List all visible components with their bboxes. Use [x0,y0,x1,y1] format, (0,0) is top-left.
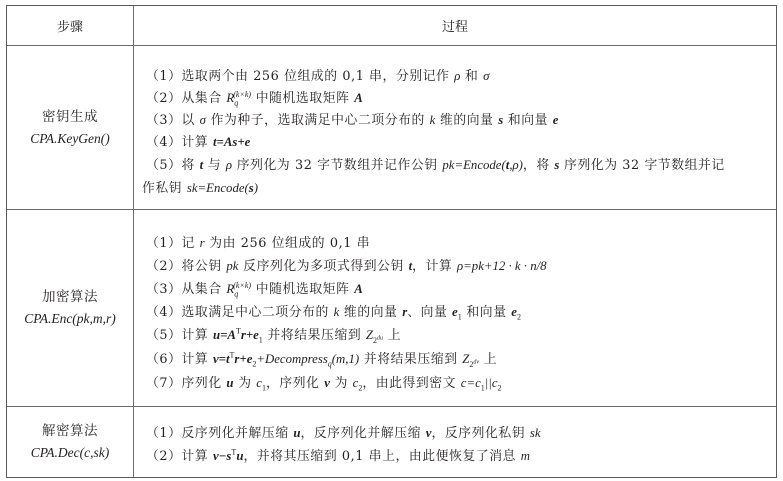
process-item: （6）计算 $v=t^Tr+e_2+Decompress_q(m,1)$ 并将结果压缩到 $Z_{2^{dv}}$ 上 [146,350,498,369]
step-function: CPA.Enc(pk,m,r) [24,311,116,326]
process-item: （7）序列化 u 为 $c_1$，序列化 v 为 $c_2$，由此得到密文 $c=c_1||c_2$ [146,376,502,393]
process-item: （4）选取满足中心二项分布的 k 维的向量 r、向量 $e_1$ 和向量 $e_2$ [146,305,521,322]
step-function: CPA.Dec(c,sk) [30,445,110,460]
process-keygen [134,46,776,209]
step-name: 加密算法 [42,289,98,305]
header-step-label: 步骤 [56,20,83,35]
step-decrypt [7,407,133,477]
step-name: 解密算法 [42,423,98,439]
process-encrypt [134,210,776,406]
cpa-algorithm-table [6,5,777,478]
process-item: （3）以 σ 作为种子，选取满足中心二项分布的 k 维的向量 s 和向量 e [146,113,559,128]
step-function: CPA.KeyGen() [30,130,110,146]
process-item: （2）将公钥 pk 反序列化为多项式得到公钥 t，计算 ρ=pk+12 · k · n/8 [146,259,547,274]
process-item-continued: 作私钥 sk=Encode(s) [142,181,259,196]
process-item: （1）选取两个由 256 位组成的 0,1 串，分别记作 ρ 和 σ [146,69,490,84]
process-item: （4）计算 t=As+e [146,135,251,150]
process-item: （2）从集合 $R_q^{(k\times k)}$ 中随机选取矩阵 A [146,89,363,108]
process-item: （2）计算 $v-s^Tu$，并将其压缩到 0,1 串上，由此便恢复了消息 m [146,447,530,464]
process-item: （5）计算 $u=A^Tr+e_1$ 并将结果压缩到 $Z_{2^{du}}$ 上 [146,326,402,345]
header-process-label: 过程 [441,20,468,35]
process-item: （1）反序列化并解压缩 u，反序列化并解压缩 v，反序列化私钥 sk [146,426,541,441]
process-item: （3）从集合 $R_q^{(k\times k)}$ 中随机选取矩阵 A [146,280,363,299]
process-item: （1）记 r 为由 256 位组成的 0,1 串 [146,236,371,251]
step-keygen [7,46,133,209]
step-encrypt [7,210,133,406]
header-step [7,6,133,45]
header-process [134,6,776,45]
process-item: （5）将 t 与 ρ 序列化为 32 字节数组并记作公钥 pk=Encode(t,ρ)，将 s 序列化为 32 字节数组并记 [146,158,725,173]
process-decrypt [134,407,776,477]
step-name: 密钥生成 [42,108,98,125]
